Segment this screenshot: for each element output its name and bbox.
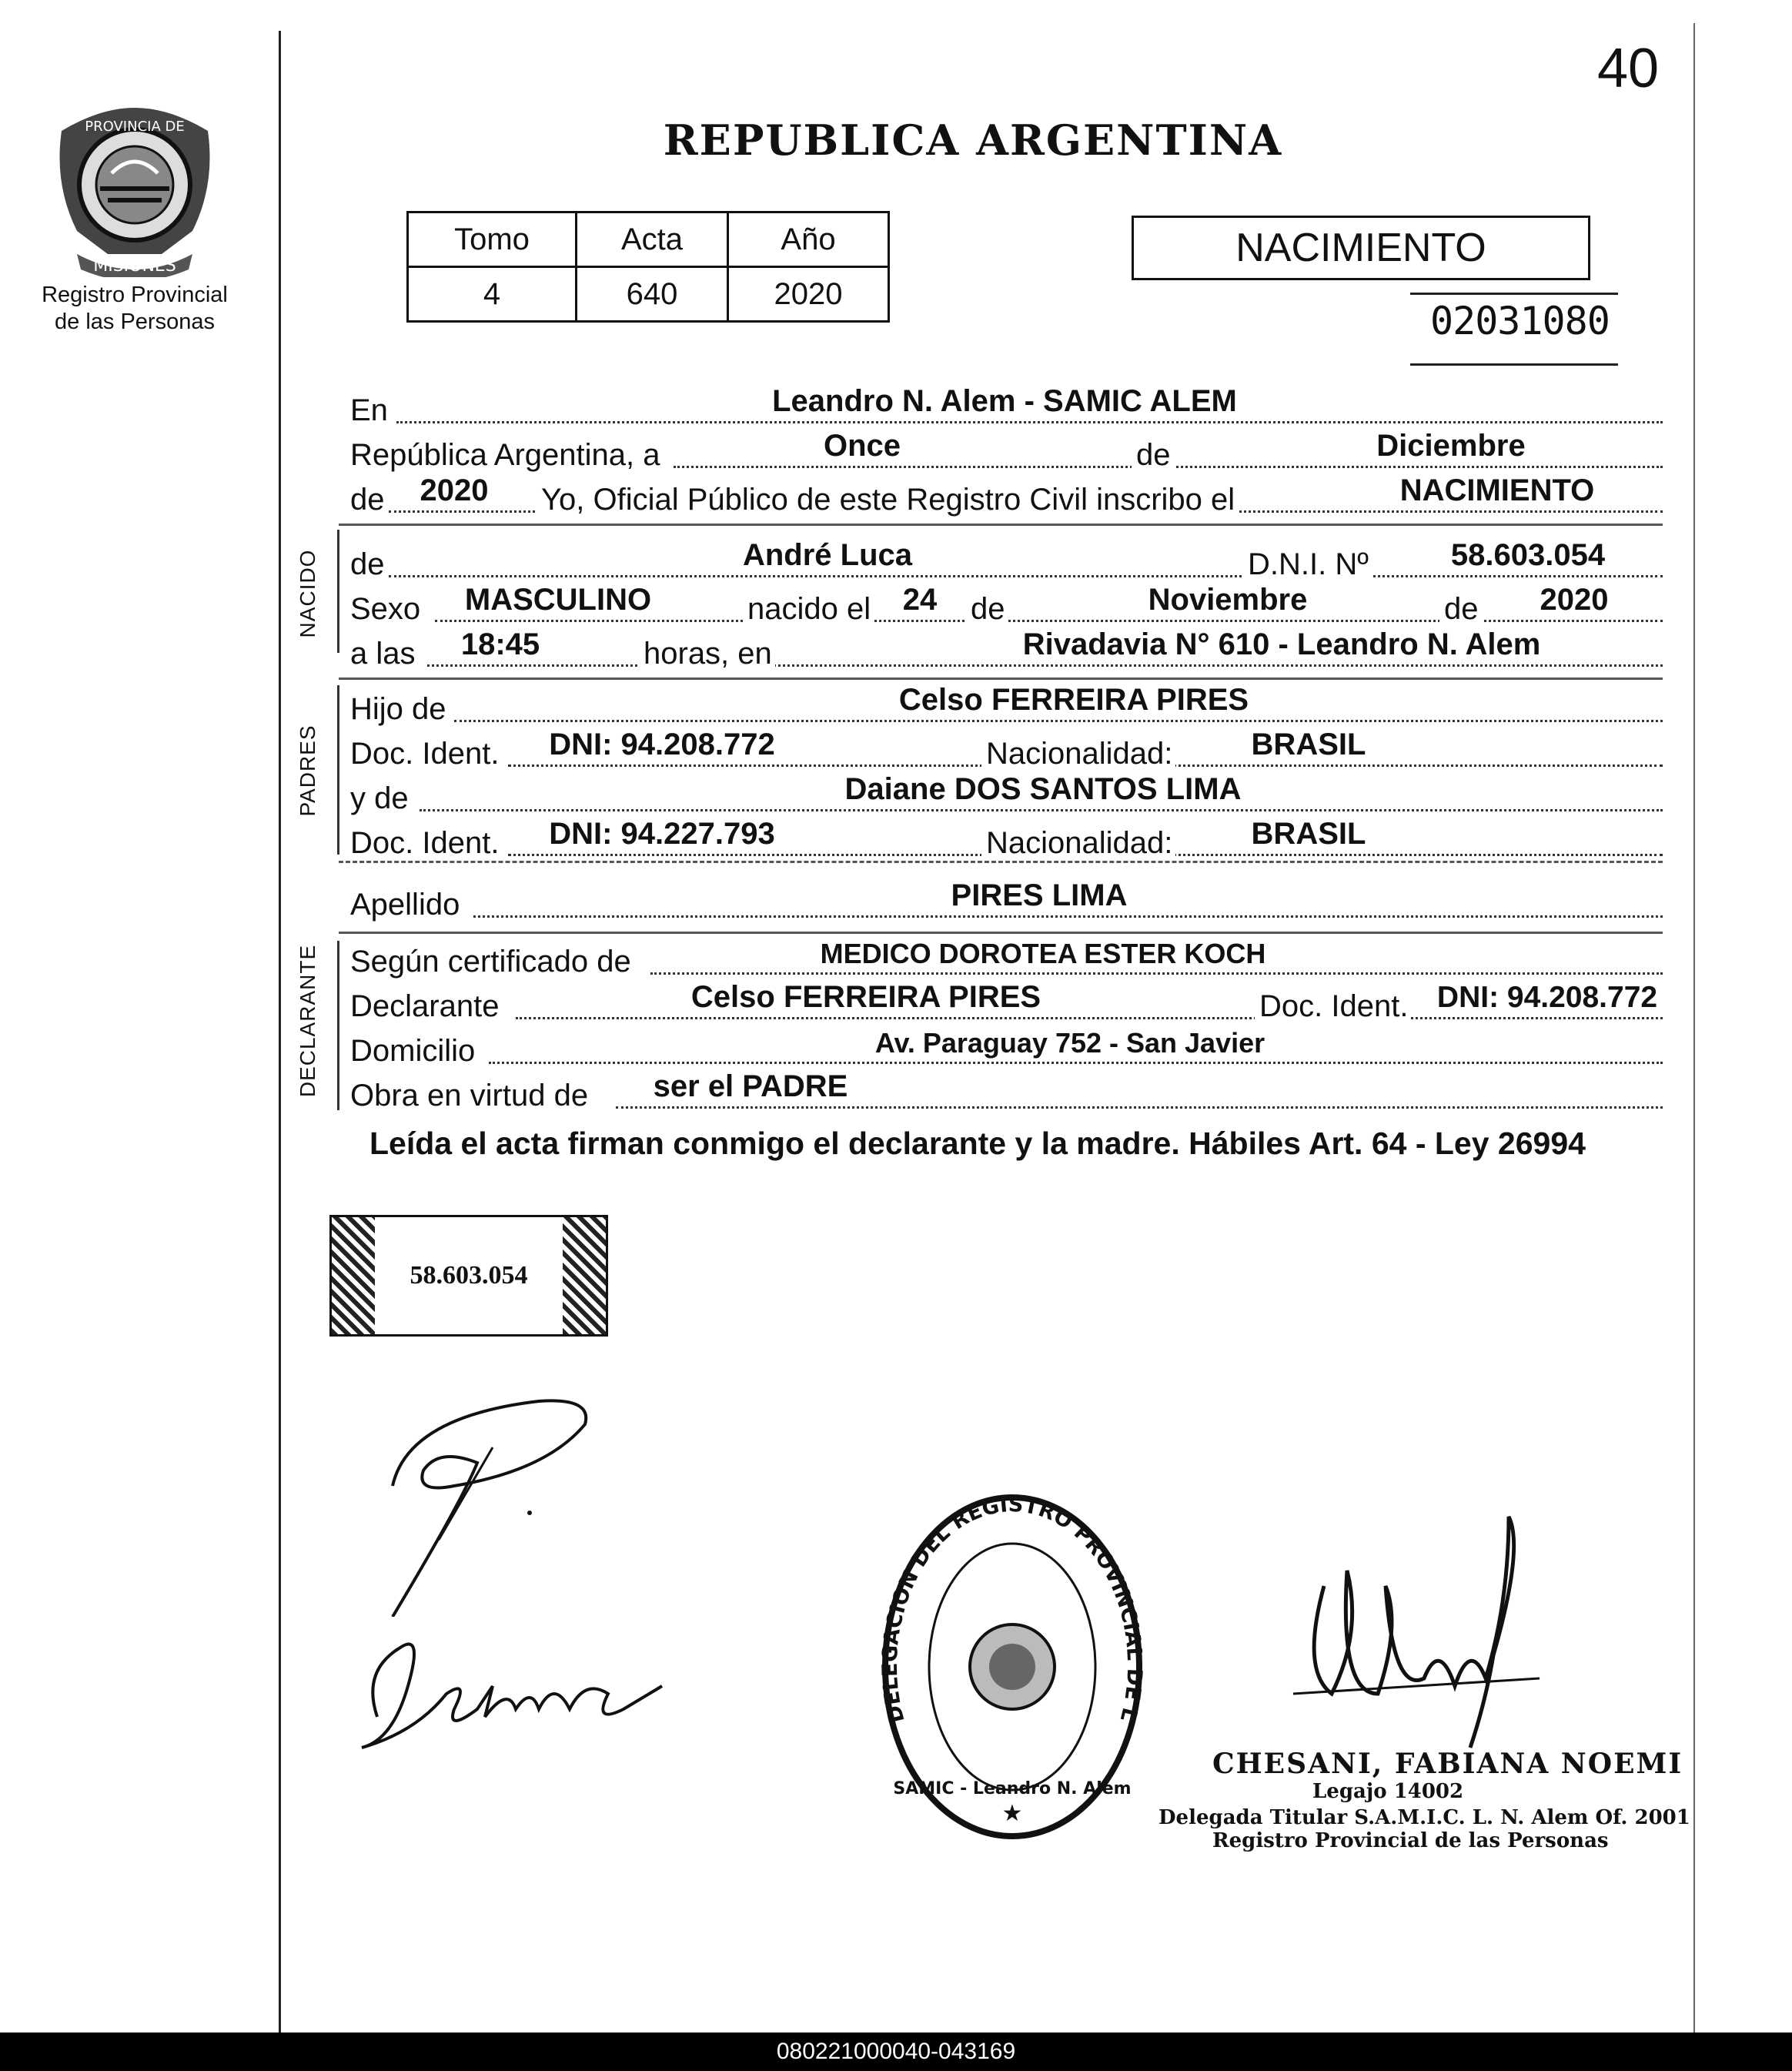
label-year-de: de	[350, 483, 388, 517]
registry-line-1: Registro Provincial	[42, 283, 228, 307]
reference-value-row	[408, 267, 889, 322]
value-acta: 640	[577, 267, 728, 322]
section-label-declarante: DECLARANTE	[296, 944, 319, 1098]
value-birth-day: 24	[902, 583, 938, 617]
logo-ring-bottom: MISIONES	[93, 256, 176, 276]
dotted-line	[420, 809, 1663, 811]
value-ano: 2020	[728, 267, 889, 322]
left-margin-line	[279, 31, 281, 2033]
value-father-doc: DNI: 94.208.772	[549, 728, 775, 761]
label-obra: Obra en virtud de	[350, 1079, 591, 1113]
row-certificado	[350, 936, 1663, 979]
dotted-line	[473, 915, 1663, 918]
row-mother	[350, 773, 1663, 816]
reference-table	[406, 211, 890, 323]
value-year: 2020	[420, 473, 489, 507]
dotted-line	[616, 1106, 1663, 1109]
registry-line-2: de las Personas	[55, 309, 215, 334]
document-type-box: NACIMIENTO	[1132, 216, 1590, 280]
dotted-line	[489, 1062, 1663, 1064]
value-apellido: PIRES LIMA	[951, 878, 1128, 912]
row-year	[350, 474, 1663, 517]
label-nacionalidad: Nacionalidad:	[981, 737, 1175, 771]
row-declarante	[350, 981, 1663, 1024]
reference-header-row	[408, 212, 889, 267]
value-mother-name: Daiane DOS SANTOS LIMA	[844, 772, 1242, 806]
value-day: Once	[823, 429, 901, 463]
official-registry: Registro Provincial de las Personas	[1212, 1829, 1609, 1852]
dotted-line	[650, 972, 1663, 975]
label-de: de	[350, 547, 388, 582]
row-nacido-sex	[350, 584, 1663, 627]
dotted-line	[454, 720, 1663, 722]
dotted-line	[427, 664, 1663, 667]
label-inscribo: Yo, Oficial Público de este Registro Civil inscribo el	[537, 483, 1238, 517]
stamp-pattern-right	[563, 1217, 606, 1334]
label-nacido-el: nacido el	[743, 592, 874, 627]
separator	[339, 678, 1663, 680]
value-certificado: MEDICO DOROTEA ESTER KOCH	[820, 938, 1266, 969]
closing-statement: Leída el acta firman conmigo el declarante y la madre. Hábiles Art. 64 - Ley 26994	[369, 1126, 1586, 1161]
serial-top-line	[1410, 293, 1618, 295]
value-birth-time: 18:45	[460, 627, 540, 661]
row-date	[350, 430, 1663, 473]
label-y-de: y de	[350, 781, 412, 816]
value-sex: MASCULINO	[464, 583, 652, 617]
logo-ring-top: PROVINCIA DE	[85, 119, 185, 135]
label-nacionalidad: Nacionalidad:	[981, 826, 1175, 861]
label-republica: República Argentina, a	[350, 438, 664, 473]
value-place-of-registry: Leandro N. Alem - SAMIC ALEM	[772, 384, 1237, 418]
row-obra	[350, 1070, 1663, 1113]
section-label-padres: PADRES	[296, 724, 319, 817]
official-legajo: Legajo 14002	[1312, 1780, 1464, 1803]
label-apellido: Apellido	[350, 888, 463, 922]
row-apellido	[350, 879, 1663, 922]
registry-caption	[31, 282, 239, 336]
seal-outer-text: DELEGACION DEL REGISTRO PROVINCIAL DE L	[878, 1492, 1147, 1725]
page-number: 40	[1597, 38, 1660, 99]
label-en: En	[350, 393, 391, 428]
footer-barcode-text: 080221000040-043169	[0, 2033, 1792, 2071]
value-birth-year: 2020	[1540, 583, 1609, 617]
row-father	[350, 684, 1663, 727]
value-obra: ser el PADRE	[653, 1069, 848, 1103]
label-a-las: a las	[350, 637, 419, 671]
label-certificado: Según certificado de	[350, 945, 634, 979]
value-tomo: 4	[408, 267, 577, 322]
star-icon: ★	[1001, 1801, 1023, 1826]
header-ano: Año	[728, 212, 889, 267]
section-bracket	[337, 941, 339, 1110]
label-declarante: Declarante	[350, 989, 502, 1024]
section-bracket	[337, 530, 339, 653]
dni-stamp-number: 58.603.054	[410, 1261, 528, 1290]
label-doc-ident: Doc. Ident.	[350, 826, 502, 861]
section-label-nacido: NACIDO	[296, 549, 319, 638]
label-doc-ident: Doc. Ident.	[1255, 989, 1411, 1024]
document-title: REPUBLICA ARGENTINA	[663, 115, 1283, 165]
registry-seal	[878, 1490, 1147, 1844]
mother-signature	[354, 1624, 677, 1755]
value-act-type: NACIMIENTO	[1399, 473, 1595, 507]
value-father-name: Celso FERREIRA PIRES	[898, 683, 1249, 717]
serial-bottom-line	[1410, 363, 1618, 366]
value-declarante-doc: DNI: 94.208.772	[1436, 981, 1658, 1014]
value-declarante-name: Celso FERREIRA PIRES	[690, 980, 1041, 1014]
value-child-name: André Luca	[742, 538, 913, 572]
stamp-pattern-left	[332, 1217, 375, 1334]
seal-inner-text: SAMIC - Leandro N. Alem	[893, 1779, 1132, 1798]
value-child-dni: 58.603.054	[1450, 538, 1606, 572]
official-block	[1158, 1748, 1690, 1852]
separator	[339, 524, 1663, 526]
section-bracket	[337, 685, 339, 855]
serial-number: 02031080	[1430, 299, 1610, 343]
official-name: CHESANI, FABIANA NOEMI	[1212, 1748, 1683, 1780]
label-hijo-de: Hijo de	[350, 692, 450, 727]
label-sexo: Sexo	[350, 592, 423, 627]
row-nacido-name	[350, 539, 1663, 582]
header-acta: Acta	[577, 212, 728, 267]
label-dni: D.N.I. Nº	[1243, 547, 1372, 582]
dotted-line	[396, 421, 1663, 423]
value-domicilio: Av. Paraguay 752 - San Javier	[874, 1027, 1265, 1059]
value-birth-place: Rivadavia N° 610 - Leandro N. Alem	[1022, 627, 1541, 661]
label-de-year: de	[1439, 592, 1482, 627]
right-margin-line	[1693, 23, 1695, 2033]
value-mother-nationality: BRASIL	[1251, 817, 1366, 851]
header-tomo: Tomo	[408, 212, 577, 267]
row-mother-doc	[350, 818, 1663, 861]
declarant-signature	[362, 1386, 670, 1617]
separator	[339, 861, 1663, 863]
row-domicilio	[350, 1025, 1663, 1069]
official-signature	[1278, 1501, 1555, 1755]
label-de: de	[1132, 438, 1174, 473]
label-doc-ident: Doc. Ident.	[350, 737, 502, 771]
row-nacido-time	[350, 628, 1663, 671]
label-horas-en: horas, en	[639, 637, 775, 671]
row-father-doc	[350, 728, 1663, 771]
official-role: Delegada Titular S.A.M.I.C. L. N. Alem Of. 2001	[1158, 1806, 1690, 1829]
value-mother-doc: DNI: 94.227.793	[549, 817, 775, 851]
label-de-month: de	[966, 592, 1008, 627]
row-en	[350, 385, 1663, 428]
dotted-line	[516, 1017, 1663, 1019]
separator	[339, 932, 1663, 934]
dni-stamp	[329, 1215, 608, 1337]
value-birth-month: Noviembre	[1148, 583, 1308, 617]
dotted-line	[389, 575, 1663, 577]
value-father-nationality: BRASIL	[1251, 728, 1366, 761]
value-month: Diciembre	[1376, 429, 1526, 463]
label-domicilio: Domicilio	[350, 1034, 478, 1069]
